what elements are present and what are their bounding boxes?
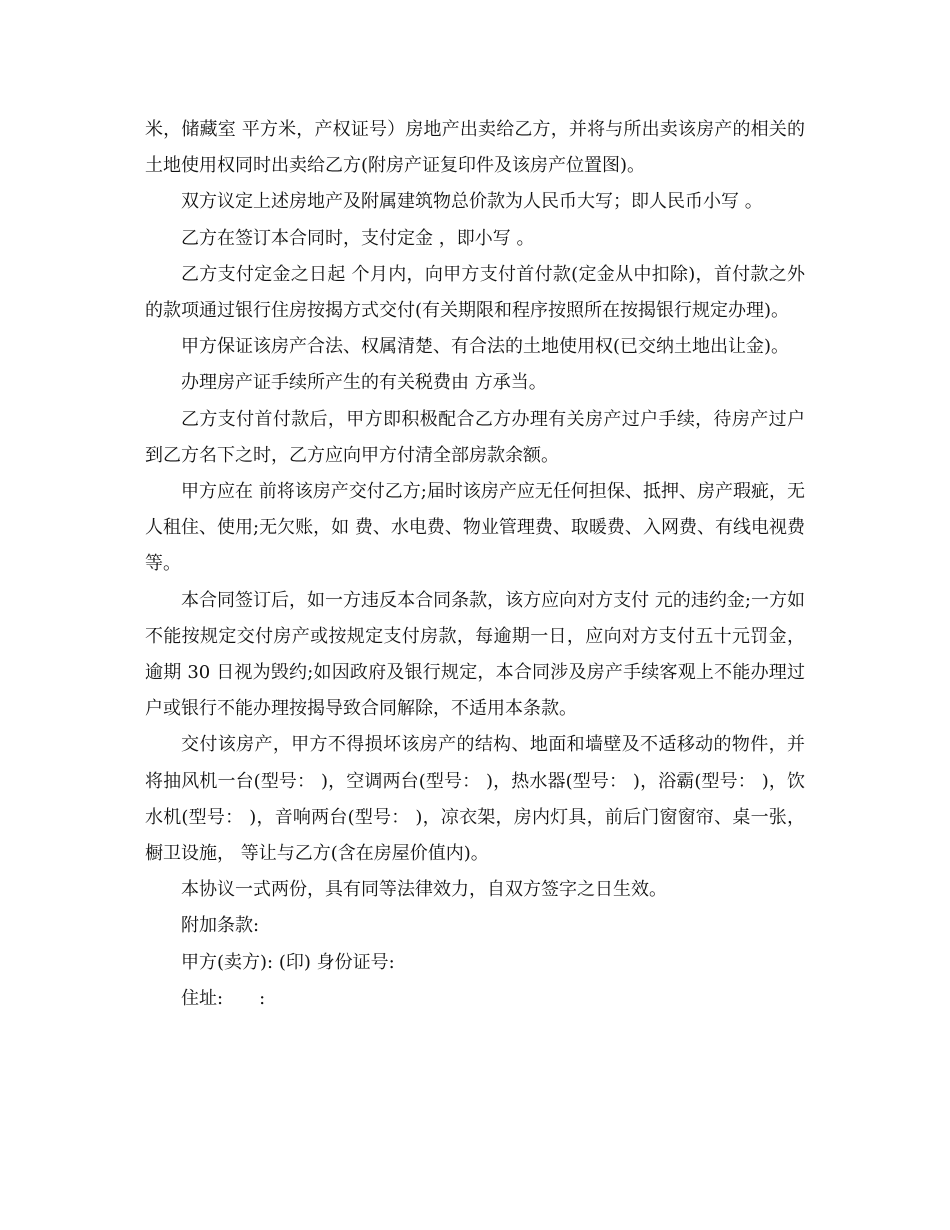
paragraph-address: 住址: : bbox=[181, 987, 266, 1009]
contract-text bbox=[145, 112, 805, 1017]
paragraph-transfer: 乙方支付首付款后，甲方即积极配合乙方办理有关房产过户手续，待房产过户到乙方名下之时，乙方应向甲方付清全部房款余额。 bbox=[145, 408, 805, 466]
paragraph-deposit: 乙方在签订本合同时，支付定金 ，即小写 。 bbox=[181, 227, 535, 249]
paragraph-effective: 本协议一式两份，具有同等法律效力，自双方签字之日生效。 bbox=[181, 879, 667, 901]
paragraph-property-sale: 米，储藏室 平方米，产权证号）房地产出卖给乙方，并将与所出卖该房产的相关的土地使用权同时出卖给乙方(附房产证复印件及该房产位置图)。 bbox=[145, 119, 805, 177]
paragraph-delivery: 甲方应在 前将该房产交付乙方;届时该房产应无任何担保、抵押、房产瑕疵，无人租住、使用;无欠账，如 费、水电费、物业管理费、取暖费、入网费、有线电视费等。 bbox=[145, 481, 805, 575]
paragraph-seller-signature: 甲方(卖方): (印) 身份证号: bbox=[181, 951, 395, 973]
paragraph-total-price: 双方议定上述房地产及附属建筑物总价款为人民币大写；即人民币小写 。 bbox=[181, 191, 763, 213]
paragraph-additional-terms: 附加条款: bbox=[181, 915, 260, 937]
paragraph-taxes: 办理房产证手续所产生的有关税费由 方承当。 bbox=[181, 372, 547, 394]
paragraph-breach: 本合同签订后，如一方违反本合同条款，该方应向对方支付 元的违约金;一方如不能按规定交付房产或按规定支付房款，每逾期一日，应向对方支付五十元罚金，逾期 30 日视为毁约;如因政府及银行规定，本合同涉及房产手续客观上不能办理过户或银行不能办理按揭导致合同解除，不适用本条款。 bbox=[145, 589, 805, 720]
paragraph-down-payment: 乙方支付定金之日起 个月内，向甲方支付首付款(定金从中扣除)，首付款之外的款项通过银行住房按揭方式交付(有关期限和程序按照所在按揭银行规定办理)。 bbox=[145, 263, 805, 322]
paragraph-legal-guarantee: 甲方保证该房产合法、权属清楚、有合法的土地使用权(已交纳土地出让金)。 bbox=[181, 336, 790, 358]
paragraph-fixtures: 交付该房产，甲方不得损坏该房产的结构、地面和墙壁及不适移动的物件，并将抽风机一台(型号： )，空调两台(型号： )，热水器(型号： )，浴霸(型号： )，饮水机(型号： )，音响两台(型号： )，凉衣架，房内灯具，前后门窗窗帘、桌一张，橱卫设施， 等让与乙方(含在房屋价值内)。 bbox=[145, 734, 805, 865]
